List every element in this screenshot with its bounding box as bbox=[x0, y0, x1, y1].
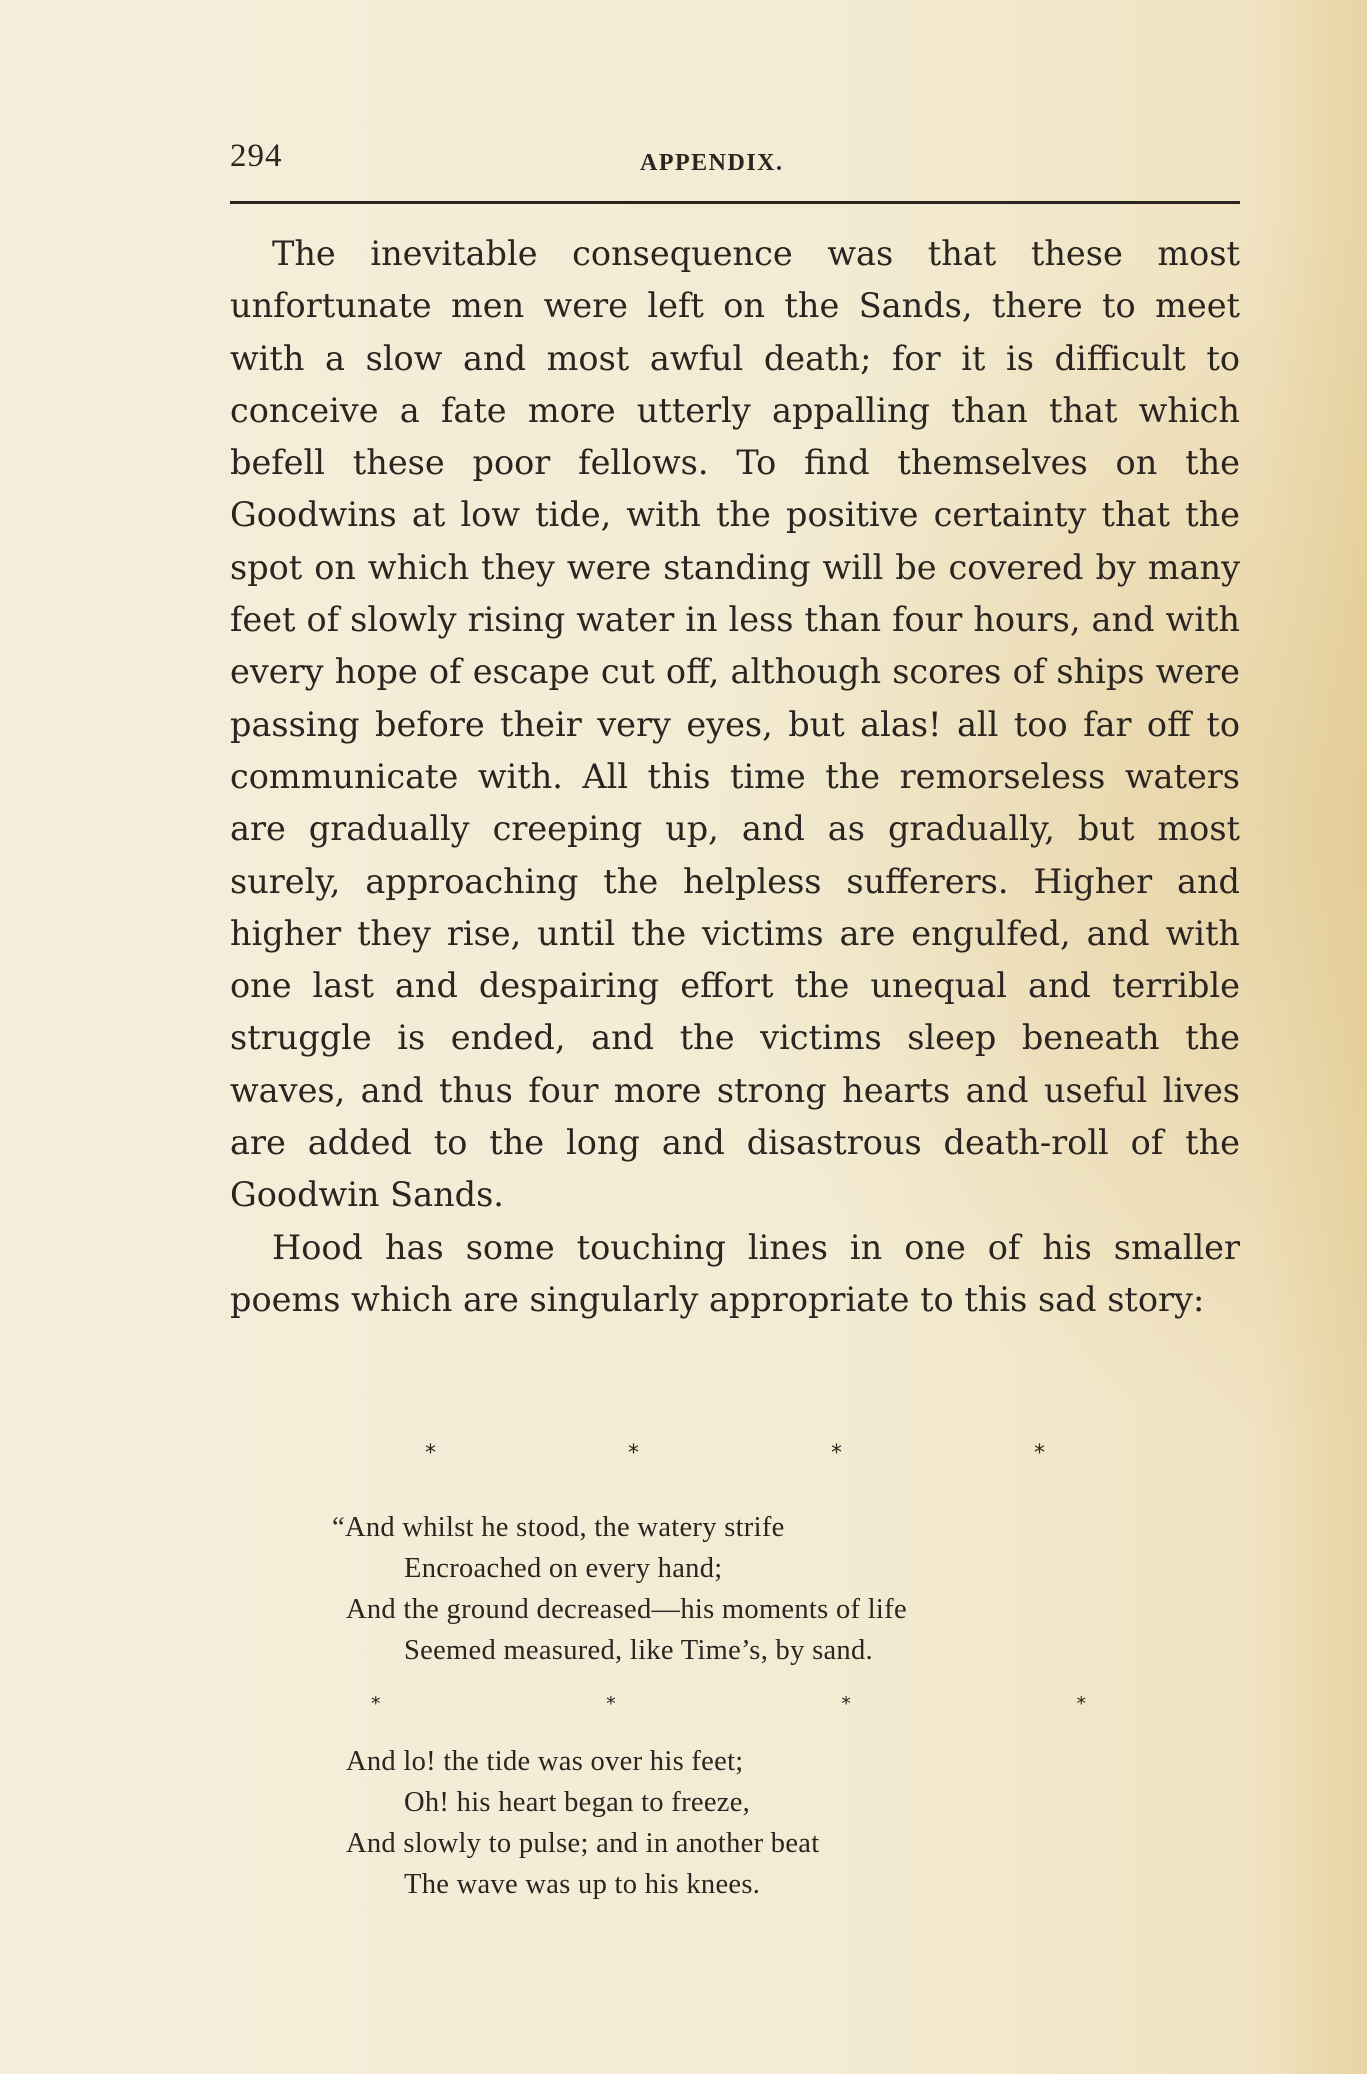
poem-line: Oh! his heart began to freeze, bbox=[404, 1787, 751, 1818]
running-head: APPENDIX. bbox=[640, 150, 784, 176]
body-text bbox=[230, 228, 1240, 1326]
poem-line: And the ground decreased—his moments of life bbox=[346, 1594, 907, 1625]
asterism-separator-2 bbox=[371, 1693, 1086, 1715]
star: * bbox=[606, 1693, 616, 1715]
poem-line: And slowly to pulse; and in another beat bbox=[346, 1828, 820, 1859]
poem-stanza-1 bbox=[332, 1507, 907, 1671]
poem-line: Encroached on every hand; bbox=[404, 1553, 723, 1584]
poem-stanza-2 bbox=[346, 1741, 819, 1905]
star: * bbox=[841, 1693, 851, 1715]
star: * bbox=[628, 1441, 639, 1466]
page-header bbox=[230, 138, 1240, 182]
star: * bbox=[831, 1441, 842, 1466]
poem-line: The wave was up to his knees. bbox=[404, 1869, 761, 1900]
asterism-separator-1 bbox=[425, 1441, 1045, 1466]
star: * bbox=[1034, 1441, 1045, 1466]
poem-line: And lo! the tide was over his feet; bbox=[346, 1746, 744, 1777]
star: * bbox=[425, 1441, 436, 1466]
star: * bbox=[1076, 1693, 1086, 1715]
poem-line: Seemed measured, like Time’s, by sand. bbox=[404, 1635, 873, 1666]
poem-line: “And whilst he stood, the watery strife bbox=[332, 1512, 785, 1543]
paragraph-2: Hood has some touching lines in one of his smaller poems which are singularly appropriate to this sad story: bbox=[230, 1227, 1240, 1319]
page-number: 294 bbox=[230, 138, 283, 174]
paragraph-1: The inevitable consequence was that these most unfortunate men were left on the Sands, there to meet with a slow and most awful death; for it is difficult to conceive a fate more utterly appalling than that which befell these poor fellows. To find themselves on the Goodwins at low tide, with the positive certainty that the spot on which they were standing will be covered by many feet of slowly rising water in less than four hours, and with every hope of escape cut off, although scores of ships were passing before their very eyes, but alas! all too far off to communicate with. All this time the remorseless waters are gradually creeping up, and as gradually, but most surely, approaching the helpless sufferers. Higher and higher they rise, until the victims are engulfed, and with one last and despairing effort the unequal and terrible struggle is ended, and the victims sleep beneath the waves, and thus four more strong hearts and useful lives are added to the long and disastrous death-roll of the Goodwin Sands. bbox=[230, 234, 1240, 1215]
star: * bbox=[371, 1693, 381, 1715]
header-rule bbox=[230, 201, 1240, 204]
